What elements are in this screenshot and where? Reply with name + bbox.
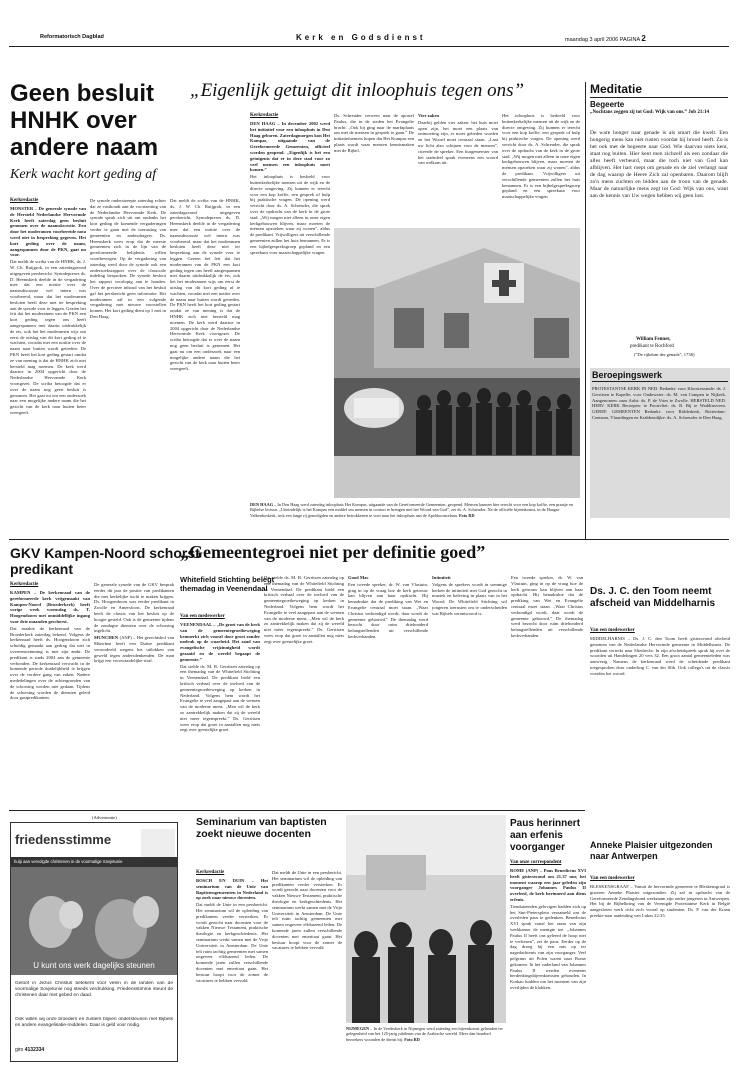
sidebar1-body: MIDDELHARNIS – Ds. J. C. den Toom heeft gisteravond afscheid genomen van de Nederlandse Hervormde gemeente in Middelharnis. De predikant vertrekt naar Sliedrecht. In zijn afscheidspreek sprak hij over de woorden uit Handelingen 20 vers 32. Een groot aantal gemeenteleden was aanwezig. Namens de kerkenraad werd de scheidende predikant toegesproken door ouderling C. van der Slik. Ook collega's uit de classis voerden het woord. [590, 636, 730, 676]
nijmegen-photo-illustration [346, 815, 506, 1023]
meditatie-quote: „Nochtans zeggen zij tot God: Wijk van ons.” Job 21:14 [590, 110, 709, 115]
section-rule [9, 539, 729, 540]
article4-kicker-top: Whitefield Stichting belegt themadag in Veenendaal [180, 575, 275, 593]
article1-headline: Geen besluit HNHK over andere naam [10, 80, 159, 161]
article4-text-col5 [511, 575, 583, 805]
article5-photo-caption [346, 1026, 506, 1062]
article5-photo-credit: Foto RD [404, 1036, 420, 1042]
ad-logo-row [15, 831, 135, 849]
article2-text-col4 [502, 113, 580, 223]
inloophuis-photo-illustration [334, 228, 580, 498]
sidebar-rule [585, 82, 586, 539]
article5-body: Dat meldt de Unie in een persbericht. Het seminarium wil de opleiding van predikanten verder versterken. Er wordt gezocht naar docenten voor de vakken Nieuwe Testament, praktische theologie en kerkgeschiedenis. Het seminarium werkt samen met de Vrije Universiteit in Amsterdam. De Unie telt ruim tachtig gemeenten met samen ongeveer elfduizend leden. De komende jaren zullen verschillende docenten met emeritaat gaan. Het bestuur hoopt voor de zomer de vacatures te hebben vervuld. [196, 902, 268, 983]
article6-lead: ROME (ANP) – Paus Benedictus XVI heeft gisteravond om 21.37 uur, het moment waarop een jaar geleden zijn voorganger Johannes Paulus II overleed, de kerk herinnerd aan diens erfenis. [510, 868, 586, 902]
ad-box [10, 822, 178, 1062]
ad-photo-illustration [11, 867, 177, 975]
masthead-page-number: 2 [641, 34, 646, 43]
beroepingswerk-header: Beroepingswerk [592, 370, 728, 382]
article2-caption-text: – In Den Haag werd zaterdag inloophuis Het Kompas, uitgaande van de Gereformeerde Gemeenten, geopend. Mensen kunnen hier terecht voor een kop koffie, een praatje en Bijbelse lectuur. „Uiteindelijk is het Kompas een middel om mensen in contact te brengen met het Woord van God”, zei ds. A. Schreuder. Na de officiële bijeenkomst, in de Haagse Valkenboskerk, trok een lange rij genodigden en andere betrokkenen te voet naar het inloophuis aan de Apeldoornselaan. [250, 502, 573, 518]
ad-giro-number: 4132334 [24, 1047, 45, 1053]
article4-body: Dat stelde ds. M. R. Gerritsen zaterdag op een themadag van de Whitefield Stichting in Veenendaal. De predikant hield een kritisch verhaal over de invloed van de gemeentegroeibeweging op kerken in Nederland. Volgens hem wordt het Evangelie te veel aangepast aan de wensen van de moderne mens. „Men wil de kerk zo aantrekkelijk maken dat zij de wereld niet meer tegenspreekt.” Ds. Gerritsen wees erop dat groei in aantallen nog niets zegt over geestelijke groei. [180, 663, 260, 733]
article2-subhead-vier: Vier zaken [418, 113, 440, 118]
meditatie-body: De ware honger naar genade is als smart die kwelt. Een hongerig mens kan niet rusten voordat hij brood heeft. Zo is het ook met de begeerte naar God. Wie daarvan niets kent, staat nog buiten. Hier kent men zichzelf als een zondaar die alles heeft verbeurd, maar die toch niet van God kan afblijven. Het hart roept om genade en de ziel verlangt naar de dag waarop de Heere Zich zal openbaren. Daarom blijft zo'n mens zuchten en bidden aan de troon van de genade. Maar de natuurlijke mens zegt tot God: Wijk van ons, want aan de kennis van Uw wegen hebben wij geen lust. [590, 130, 728, 199]
article2-text-col2 [334, 113, 414, 223]
meditatie-author-role: predikant te Rochford [630, 344, 674, 349]
article4-body-2: Een tweede spreker, dr. W. van Vlastuin, ging in op de vraag hoe de kerk getrouw kan blijven aan haar opdracht. Hij benadrukte dat de prediking van Wet en Evangelie centraal moet staan. „Waar Christus verkondigd wordt, daar wordt de gemeente gebouwd.” De themadag werd bezocht door ruim driehonderd belangstellenden uit verschillende kerkverbanden. [348, 581, 428, 639]
article6-text [510, 868, 586, 1062]
article3-body: Dat maakte de kerkenraad van de Broederkerk zaterdag bekend. Volgens de kerkenraad heeft ds. Hoogendoorn zich schuldig gemaakt aan gedrag dat niet in overeenstemming is met zijn ambt. De predikant is sinds 2004 aan de gemeente verbonden. De kerkenraad verwacht in de komende periode duidelijkheid te krijgen over de verdere gang van zaken. Nadere mededelingen over de achtergronden van de schorsing worden niet gedaan. Tijdens de schorsing worden de diensten geleid door gastpredikanten. [10, 625, 90, 701]
article2-headline: „Eigenlijk getuigt dit inloophuis tegen ons” [190, 80, 525, 101]
ad-giro-line [15, 1047, 44, 1053]
masthead-date-block [565, 34, 646, 43]
article3-text-col2 [94, 582, 174, 805]
bottom-rule [9, 810, 585, 811]
article5-body-cont: Dat meldt de Unie in een persbericht. Het seminarium wil de opleiding van predikanten verder versterken. Er wordt gezocht naar docenten voor de vakken Nieuwe Testament, praktische theologie en kerkgeschiedenis. Het seminarium werkt samen met de Vrije Universiteit in Amsterdam. De Unie telt ruim tachtig gemeenten met samen ongeveer elfduizend leden. De komende jaren zullen verschillende docenten met emeritaat gaan. Het bestuur hoopt voor de zomer de vacatures te hebben vervuld. [272, 870, 342, 951]
masthead-section: Kerk en Godsdienst [296, 33, 426, 42]
ad-tagline: hulp aan vervolgde christenen in de voormalige Sovjetunie [11, 857, 177, 867]
article3-lead: KAMPEN – De kerkenraad van de gereformeerde kerk vrijgemaakt van Kampen-Noord (Broederkerk) heeft vorige week woensdag ds. T. Hoogendoorn met onmiddellijke ingang voor drie maanden geschorst. [10, 590, 90, 624]
article1-lead: MONSTER – De generale synode van de Hersteld Nederlandse Hervormde Kerk heeft zaterdag geen besluit genomen over de naamskwestie. Een door het moderamen voorbereide nota werd niet in bespreking gegeven. Het kort geding over de naam, aangespannen door de PKN, gaat nu voor. [10, 206, 86, 258]
article1-body: Dat meldt de scriba van de HNHK, ds. J. W. Ch. Ruijgrok, in een zaterdagavond uitgegeven persbericht. Synodepreses ds. D. Heemskerk deelde in de vergadering mee dat een notitie over de naamsdiscussie wel intern was voorbereid, maar dat het moderamen besloten heeft deze niet ter bespreking aan de synode voor te leggen. Gezien het feit dat het moderamen van de PKN een kort geding tegen ons heeft aangespannen met daarin uitdrukkelijk de eis, ook het het moderamen wijs om eerst de uitslag van dit kort geding af te wachten, voordat met een notitie over de naam naar buiten wordt getreden. De PKN heeft het kort geding gestart omdat ze van mening is dat de HNHK zich niet hersteld mag noemen. De kerk werd daartoe in 2004 opgericht door de Nederlandse Hervormde Kerk voortgezet. De scriba betoogde dat er over de naam nog geen besluit is genomen. Het gaat nu om een onderzoek naar een mogelijke andere naam die het gezicht van de kerk naar buiten beter weergeeft. [10, 259, 86, 415]
sidebar1-headline: Ds. J. C. den Toom neemt afscheid van Middelharnis [590, 586, 716, 609]
article4-headline: „Gemeentegroei niet per definitie goed” [180, 542, 486, 562]
article1-text-col2 [90, 198, 166, 516]
nijmegen-photo [346, 815, 506, 1023]
inloophuis-photo [334, 228, 580, 498]
article2-kicker: Kerkredactie [250, 113, 279, 118]
article5-caption-label: NIJMEGEN [346, 1026, 370, 1031]
article4-lead: VEENENDAAL – „De groei van de kerk van de gemeentegroeibeweging kenmerkt zich vooral door groei zonder nadruk op de waarheid. Het zaad van evangelische vrijzinnigheid wordt gezaaid en de wereld begaapt de gemeente.” [180, 622, 260, 662]
article2-photo-caption [250, 502, 580, 534]
sidebar2-headline: Anneke Plaisier uitgezonden naar Antwerpen [590, 840, 713, 861]
article6-kicker: Van onze correspondent [510, 860, 562, 865]
masthead-page-label: PAGINA [619, 37, 640, 43]
sidebar2-body: BLESKENSGRAAF – Vanuit de hervormde gemeente te Bleskensgraaf is gisteren Anneke Plaisier uitgezonden. Zij zal in opdracht van de Gereformeerde Zendingsbond werkzaam zijn onder jongeren in Antwerpen. Het bij de Bijbelkring van de Verenigde Protestantse Kerk in België aangesloten werk richt zich vooral op studenten. Ds. P. van der Kraan preekte naar aanleiding van Lukas 22:35. [590, 884, 730, 918]
article5-kicker: Kerkredactie [196, 870, 225, 875]
article2-body-col4: Het inloophuis is bedoeld voor buitenkerkelijke mensen uit de wijk en de directe omgeving. Zij kunnen er terecht voor een kop koffie, een gesprek of hulp bij praktische vragen. De opening werd verricht door ds. A. Schreuder, die sprak over de opdracht van de kerk in de grote stad. „Wij mogen niet alleen in onze eigen kerkgebouwen blijven, maar moeten de mensen opzoeken waar zij wonen”, aldus de predikant. Vrijwilligers uit verschillende gemeenten zullen het huis bemannen. Er is een bijbelgespreksgroep gepland en een spreekuur voor maatschappelijke vragen. [502, 113, 580, 200]
ad-brand: friedensstimme [15, 832, 112, 847]
meditatie-title: Begeerte [590, 100, 625, 109]
article4-text-col1 [180, 622, 260, 805]
article3-note-label: MUNCHEN [94, 635, 119, 641]
article5-text-col1 [196, 878, 268, 1060]
article4-body-cont: Dat stelde ds. M. R. Gerritsen zaterdag op een themadag van de Whitefield Stichting in Veenendaal. De predikant hield een kritisch verhaal over de invloed van de gemeentegroeibeweging op kerken in Nederland. Volgens hem wordt het Evangelie te veel aangepast aan de wensen van de moderne mens. „Men wil de kerk zo aantrekkelijk maken dat zij de wereld niet meer tegenspreekt.” Ds. Gerritsen wees erop dat groei in aantallen nog niets zegt over geestelijke groei. [264, 575, 344, 644]
meditatie-source: ("De rijkdom der genade", 1736) [634, 352, 695, 357]
article1-text-col3 [170, 198, 240, 516]
article4-subhead: Good Mac [348, 575, 369, 580]
masthead-paper: Reformatorisch Dagblad [40, 34, 104, 40]
article1-body-2: De synode onderstreepte zaterdag echter dat ze vasthoudt aan de voortzetting van de Nederlandse Hervormde Kerk. De synode sprak zich uit om ondanks het kort geding de komende vergaderingen verder te gaan met de toerusting van gemeenten en ambtsdragers. Ds. Heemskerk wees erop dat de meeste gemeenten zich in de lijn van de gereformeerde belijdenis willen voortbewegen. Op de vergadering van zaterdag werd door de synode ook een onderzoeksrapport over de classicale indeling besproken. De synode besloot het rapport voorlopig aan te houden. Over de precieze inhoud van het besluit gaf het persbericht geen informatie. Het moderamen zal in een volgende vergadering met nieuwe voorstellen komen. Het kort geding dient op 1 mei in Den Haag. [90, 198, 166, 319]
ad-headline: U kunt ons werk dagelijks steunen [33, 961, 155, 970]
article2-body: Het inloophuis is bedoeld voor buitenkerkelijke mensen uit de wijk en de directe omgeving. Zij kunnen er terecht voor een kop koffie, een gesprek of hulp bij praktische vragen. De opening werd verricht door ds. A. Schreuder, die sprak over de opdracht van de kerk in de grote stad. „Wij mogen niet alleen in onze eigen kerkgebouwen blijven, maar moeten de mensen opzoeken waar zij wonen”, aldus de predikant. Vrijwilligers uit verschillende gemeenten zullen het huis bemannen. Er is een bijbelgespreksgroep gepland en een spreekuur voor maatschappelijke vragen. [250, 174, 330, 255]
article3-note-text: (ANP) – Het gerechtshof van München heeft een Duitse predikant veroordeeld wegens het uitlokken van geweld tegen andersdenkenden. De man krijgt een voorwaardelijke straf. [94, 635, 174, 664]
ad-label: (Advertentie) [92, 815, 117, 820]
article2-text-col1 [250, 121, 330, 516]
article2-photo-credit: Foto RD [458, 512, 475, 518]
article5-lead: BOSCH EN DUIN – Het seminarium van de Unie van Baptistengemeenten in Nederland is op zoek naar nieuwe docenten. [196, 878, 268, 901]
sidebar1-kicker: Van een medewerker [590, 628, 635, 633]
ad-body2: Ook willen wij onze broeders en zusters blijven ondersteunen met Bijbels en andere evangelisatie-middelen. Daar is geld voor nodig. [15, 1017, 173, 1029]
masthead-date: maandag 3 april 2006 [565, 37, 619, 43]
meditatie-author: William Fenner, [636, 337, 671, 342]
article3-body-2: De generale synode van de GKV besprak eerder dit jaar de positie van predikanten die met kerkelijke tucht te maken krijgen. Ds. Hoogendoorn was eerder predikant in Zwolle en Amersfoort. De kerkenraad heeft de classis van het besluit op de hoogte gesteld. Ook is de gemeente tijdens de zondagse diensten over de schorsing ingelicht. [94, 582, 174, 634]
article6-headline: Paus herinnert aan erfenis voorganger [510, 818, 581, 853]
article2-body-cont: Ds. Schreuder verwees naar de apostel Paulus, die in de steden het Evangelie bracht. „Ook hij ging naar de marktplaats om met de mensen in gesprek te gaan.” De initiatiefnemers hopen dat Het Kompas een plaats wordt waar mensen kennismaken met de Bijbel. [334, 113, 414, 153]
article4-text-col4 [432, 575, 507, 805]
article1-kicker: Kerkredactie [10, 198, 39, 203]
masthead-rule [9, 46, 729, 47]
article5-text-col2 [272, 870, 342, 1060]
article2-body-vier: Daarbij gelden vier zaken: het huis moet open zijn, het moet een plaats van ontmoeting zijn, er moet gebeden worden en het Woord moet centraal staan. „Laat uw licht alzo schijnen voor de mensen”, citeerde de spreker. Een burgemeester van het stadsdeel sprak eveneens een woord van welkom uit. [418, 119, 498, 166]
ad-photo [11, 867, 177, 975]
article1-text-col1 [10, 206, 86, 516]
sidebar2-kicker: Van een medewerker [590, 876, 635, 881]
article1-body-3: Dat meldt de scriba van de HNHK, ds. J. W. Ch. Ruijgrok, in een zaterdagavond uitgegeven persbericht. Synodepreses ds. D. Heemskerk deelde in de vergadering mee dat een notitie over de naamsdiscussie wel intern was voorbereid, maar dat het moderamen besloten heeft deze niet ter bespreking aan de synode voor te leggen. Gezien het feit dat het moderamen van de PKN een kort geding tegen ons heeft aangespannen met daarin uitdrukkelijk de eis, ook het het moderamen wijs om eerst de uitslag van dit kort geding af te wachten, voordat met een notitie over de naam naar buiten wordt getreden. De PKN heeft het kort geding gestart omdat ze van mening is dat de HNHK zich niet hersteld mag noemen. De kerk werd daartoe in 2004 opgericht door de Nederlandse Hervormde Kerk voortgezet. De scriba betoogde dat er over de naam nog geen besluit is genomen. Het gaat nu om een onderzoek naar een mogelijke andere naam die het gezicht van de kerk naar buiten beter weergeeft. [170, 198, 240, 372]
article2-text-col3 [418, 113, 498, 223]
article4-body-col5: Een tweede spreker, dr. W. van Vlastuin, ging in op de vraag hoe de kerk getrouw kan blijven aan haar opdracht. Hij benadrukte dat de prediking van Wet en Evangelie centraal moet staan. „Waar Christus verkondigd wordt, daar wordt de gemeente gebouwd.” De themadag werd bezocht door ruim driehonderd belangstellenden uit verschillende kerkverbanden. [511, 575, 583, 638]
meditatie-header: Meditatie [590, 82, 728, 98]
beroepingswerk-body: PROTESTANTSE KERK IN NED. Bedankt: voor Kloosterzande: ds. J. Gerritsen te Kapelle; voor Oudewater: ds. M. van Campen te Nijkerk. Aangenomen: naar Aalst: ds. P. de Vries te Zwolle. HERSTELD NED. HERV. KERK Beroepen: te Poortvliet: ds. R. Bij te Waddinxveen. GEREF. GEMEENTEN Bedankt: voor Ridderkerk, Rotterdam-Centrum, Vlaardingen en Krabbendijke: ds. A. Schreuder te Den Haag. [592, 386, 726, 420]
article3-note [94, 635, 174, 664]
article3-text-col1 [10, 590, 90, 805]
article2-lead: DEN HAAG – In december 2002 werd het initiatief voor een inloophuis in Den Haag geboren. Zaterdagmorgen kon Het Kompas, uitgaande van de Gereformeerde Gemeenten, officieel worden geopend. „Eigenlijk is het een getuigenis dat er in deze stad voor zo veel mensen een inloophuis moet komen.” [250, 121, 330, 173]
article1-subhead: Kerk wacht kort geding af [10, 167, 157, 182]
article6-body: Tienduizenden gelovigen hadden zich op het Sint-Pietersplein verzameld om de overleden paus te gedenken. Benedictus XVI sprak vanaf het raam van zijn werkkamer de menigte toe. „Johannes Paulus II heeft ons geleerd de hoop niet te verliezen”, zei de paus. Eerder op de dag droeg hij een mis op ter nagedachtenis van zijn voorganger. Veel pelgrims uit Polen waren naar Rome gekomen. In het vaderland van Johannes Paulus II werden eveneens herdenkingsbijeenkomsten gehouden. In Krakau luidden om het moment van zijn overlijden de klokken. [510, 903, 586, 990]
article3-headline: GKV Kampen-Noord schorst predikant [10, 545, 200, 577]
ad-body1: Geloof in Jezus Christus betekent voor velen in de landen van de voormalige Sovjetunie nog steeds verdrukking. Friedensstimme steunt de christenen daar met gebed en daad. [15, 981, 173, 999]
article4-text-col2 [264, 575, 344, 805]
article3-kicker: Kerkredactie [10, 582, 39, 587]
article4-subhead-2: Intimiteit [432, 575, 451, 580]
article4-kicker: Van een medewerker [180, 614, 225, 619]
article4-body-3: Volgens de sprekers wordt in sommige kerken de intimiteit met God gezocht in muziek en beleving in plaats van in het Woord. De Whitefield Stichting wil jongeren toerusten om te onderscheiden wat Bijbels verantwoord is. [432, 581, 507, 616]
ad-giro-label: giro [15, 1047, 24, 1053]
article5-headline: Seminarium van baptisten zoekt nieuwe docenten [196, 816, 327, 840]
article5-caption-text: – In de Vredeskerk in Nijmegen werd zaterdag een bijeenkomst gehouden ter gelegenheid van het 125-jarig jubileum van de Arabische wereld. Meer dan honderd bezoekers woonden de dienst bij. [346, 1026, 503, 1042]
article2-caption-label: DEN HAAG [250, 502, 274, 507]
article4-text-col3 [348, 575, 428, 805]
